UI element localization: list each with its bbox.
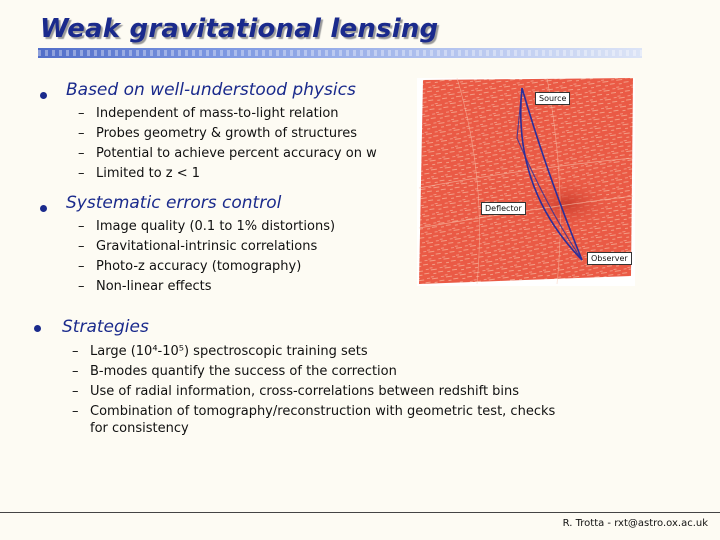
list-item: Independent of mass-to-light relation	[96, 106, 339, 121]
source-label: Source	[535, 92, 570, 105]
list-item: Potential to achieve percent accuracy on w	[96, 146, 377, 161]
dash-marker: –	[78, 126, 85, 141]
dash-marker: –	[72, 364, 79, 379]
lensing-diagram	[417, 78, 635, 286]
dash-marker: –	[72, 404, 79, 419]
list-item: Combination of tomography/reconstruction with geometric test, checks	[90, 404, 556, 419]
title-underline-bar	[38, 48, 642, 58]
dash-marker: –	[78, 106, 85, 121]
list-item: Photo-z accuracy (tomography)	[96, 259, 302, 274]
list-item: B-modes quantify the success of the correction	[90, 364, 397, 379]
dash-marker: –	[72, 384, 79, 399]
dash-marker: –	[78, 259, 85, 274]
dash-marker: –	[78, 279, 85, 294]
dash-marker: –	[78, 239, 85, 254]
bullet-icon	[34, 325, 41, 332]
section-heading-strategies: Strategies	[62, 317, 149, 337]
list-item: Use of radial information, cross-correlations between redshift bins	[90, 384, 520, 399]
list-item: Gravitational-intrinsic correlations	[96, 239, 318, 254]
list-item: Image quality (0.1 to 1% distortions)	[96, 219, 336, 234]
section-heading-physics: Based on well-understood physics	[66, 80, 356, 100]
list-item: Probes geometry & growth of structures	[96, 126, 357, 141]
list-item-continuation: for consistency	[90, 421, 189, 436]
bullet-icon	[40, 205, 47, 212]
bullet-icon	[40, 92, 47, 99]
observer-label: Observer	[587, 252, 632, 265]
deflector-label: Deflector	[481, 202, 526, 215]
slide-title: Weak gravitational lensing	[40, 14, 439, 44]
dash-marker: –	[78, 166, 85, 181]
list-item: Limited to z < 1	[96, 166, 201, 181]
list-item: Non-linear effects	[96, 279, 212, 294]
footer-divider	[0, 512, 720, 513]
list-item: Large (10⁴-10⁵) spectroscopic training sets	[90, 344, 368, 359]
footer-credit: R. Trotta - rxt@astro.ox.ac.uk	[562, 518, 708, 529]
section-heading-systematics: Systematic errors control	[66, 193, 282, 213]
dash-marker: –	[72, 344, 79, 359]
dash-marker: –	[78, 219, 85, 234]
dash-marker: –	[78, 146, 85, 161]
